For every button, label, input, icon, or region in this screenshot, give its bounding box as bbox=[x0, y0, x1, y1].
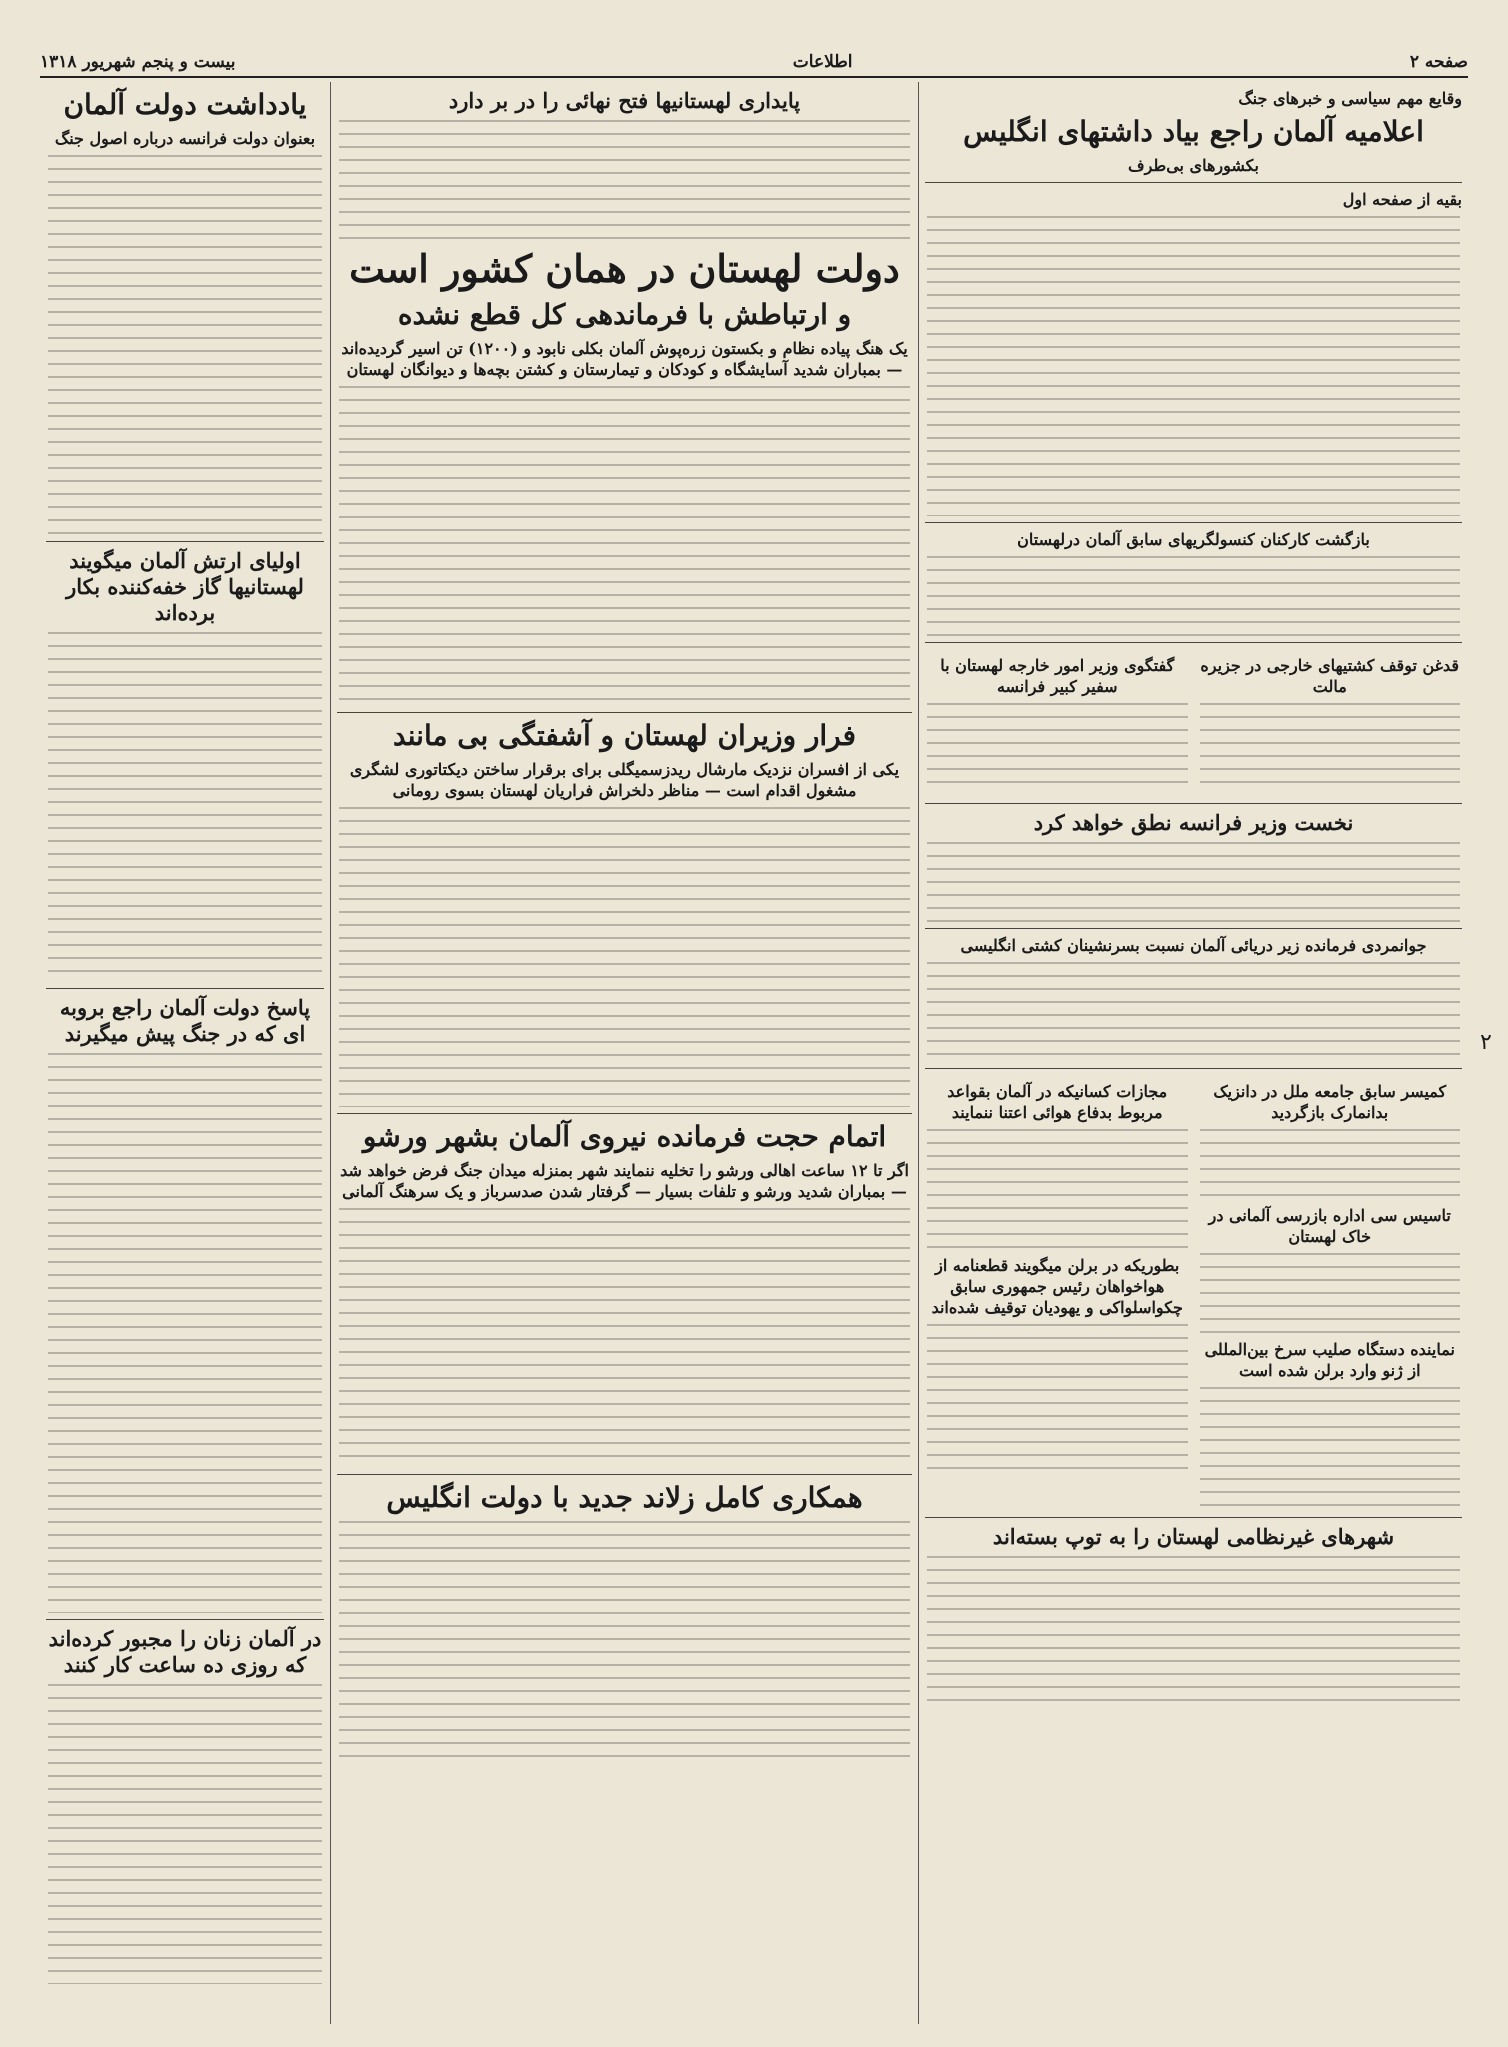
article-text bbox=[927, 1556, 1460, 1706]
deck-bombing: یک هنگ پیاده نظام و بکستون زره‌پوش آلمان بکلی نابود و (۱۲۰۰) تن اسیر گردیده‌اند — بمباران شدید آسایشگاه و کودکان و تیمارستان و کشتن بچه‌ها و دیوانگان لهستان bbox=[341, 339, 908, 379]
headline-danzig-commissioner: کمیسر سابق جامعه ملل در دانزیک بدانمارک بازگردید bbox=[1213, 1082, 1447, 1122]
subhead-german-note: بعنوان دولت فرانسه درباره اصول جنگ bbox=[54, 129, 316, 148]
article-text bbox=[48, 1053, 322, 1613]
margin-page-mark: ۲ bbox=[1480, 1030, 1492, 1055]
article-text bbox=[339, 120, 910, 240]
article-text bbox=[927, 216, 1460, 516]
article-text bbox=[48, 155, 322, 535]
headline-malta: قدغن توقف کشتیهای خارجی در جزیره مالت bbox=[1200, 656, 1460, 696]
article-text bbox=[339, 1521, 910, 1761]
headline-air-defence: مجازات کسانیکه در آلمان بقواعد مربوط بدفاع هوائی اعتنا ننمایند bbox=[947, 1082, 1168, 1122]
page-number: صفحه ۲ bbox=[1409, 52, 1468, 72]
left-column bbox=[40, 82, 330, 2024]
article-text bbox=[927, 842, 1460, 922]
headline-german-reply: پاسخ دولت آلمان راجع بروبه ای که در جنگ پیش میگیرند bbox=[59, 995, 311, 1046]
article-text bbox=[1200, 1129, 1461, 1199]
continued-label: بقیه از صفحه اول bbox=[1342, 190, 1462, 209]
article-text bbox=[48, 632, 322, 982]
article-text bbox=[927, 703, 1188, 793]
subhead-flight: یکی از افسران نزدیک مارشال ریدزسمیگلی برای برقرار ساختن دیکتاتوری لشگری مشغول اقدام است — مناظر دلخراش فراریان لهستان بسوی رومانی bbox=[349, 760, 900, 800]
subhead-warsaw: اگر تا ۱۲ ساعت اهالی ورشو را تخلیه ننمایند شهر بمنزله میدان جنگ فرض خواهد شد — بمباران شدید ورشو و تلفات بسیار — گرفتار شدن صدسرباز و یک سرهنگ آلمانی bbox=[340, 1161, 909, 1201]
headline-shelling: شهرهای غیرنظامی لهستان را به توپ بسته‌اند bbox=[992, 1524, 1395, 1549]
article-text bbox=[1200, 703, 1461, 793]
article-text bbox=[927, 1324, 1188, 1474]
headline-poison-gas: اولیای ارتش آلمان میگویند لهستانیها گاز خفه‌کننده بکار برده‌اند bbox=[66, 548, 304, 625]
masthead bbox=[40, 48, 1468, 78]
headline-government: دولت لهستان در همان کشور است bbox=[349, 246, 900, 291]
article-text bbox=[48, 1684, 322, 1984]
headline-consulate: بازگشت کارکنان کنسولگریهای سابق آلمان درلهستان bbox=[1017, 530, 1370, 549]
subhead-neutral: بکشورهای بی‌طرف bbox=[1128, 156, 1259, 175]
headline-resistance: پایداری لهستانیها فتح نهائی را در بر دارد bbox=[448, 88, 801, 113]
headline-german-note: یادداشت دولت آلمان bbox=[63, 88, 307, 121]
headline-inspection: تاسیس سی اداره بازرسی آلمانی در خاک لهستان bbox=[1208, 1206, 1451, 1246]
article-text bbox=[927, 962, 1460, 1062]
subhead-command: و ارتباطش با فرماندهی کل قطع نشده bbox=[397, 298, 852, 331]
article-text bbox=[927, 1129, 1188, 1249]
headline-submarine: جوانمردی فرمانده زیر دریائی آلمان نسبت بسرنشینان کشتی انگلیسی bbox=[960, 936, 1427, 955]
article-text bbox=[339, 386, 910, 706]
paper-name: اطلاعات bbox=[792, 52, 853, 72]
headline-red-cross: نماینده دستگاه صلیب سرخ بین‌المللی از ژنو وارد برلن شده است bbox=[1204, 1340, 1455, 1380]
headline-women-work: در آلمان زنان را مجبور کرده‌اند که روزی ده ساعت کار کنند bbox=[48, 1626, 322, 1677]
headline-germany-notes: اعلامیه آلمان راجع بیاد داشتهای انگلیس bbox=[963, 115, 1424, 148]
headline-fm-talk: گفتگوی وزیر امور خارجه لهستان با سفیر کبیر فرانسه bbox=[940, 656, 1175, 696]
article-text bbox=[1200, 1253, 1461, 1333]
headline-pm-speech: نخست وزیر فرانسه نطق خواهد کرد bbox=[1033, 810, 1354, 835]
article-text bbox=[339, 807, 910, 1107]
right-column bbox=[918, 82, 1468, 2024]
headline-flight: فرار وزیران لهستان و آشفتگی بی مانند bbox=[393, 719, 856, 752]
article-text bbox=[339, 1208, 910, 1468]
headline-new-zealand: همکاری کامل زلاند جدید با دولت انگلیس bbox=[386, 1481, 863, 1514]
article-text bbox=[1200, 1387, 1461, 1507]
headline-warsaw: اتمام حجت فرمانده نیروی آلمان بشهر ورشو bbox=[362, 1120, 887, 1153]
article-text bbox=[927, 556, 1460, 636]
middle-columns bbox=[330, 82, 918, 2024]
issue-date: بیست و پنجم شهریور ۱۳۱۸ bbox=[40, 52, 236, 72]
section-label: وقایع مهم سیاسی و خبرهای جنگ bbox=[1238, 89, 1462, 108]
headline-czech-arrests: بطوریکه در برلن میگویند قطعنامه از هواخواهان رئیس جمهوری سابق چکواسلواکی و یهودیان توقیف شده‌اند bbox=[931, 1256, 1183, 1317]
